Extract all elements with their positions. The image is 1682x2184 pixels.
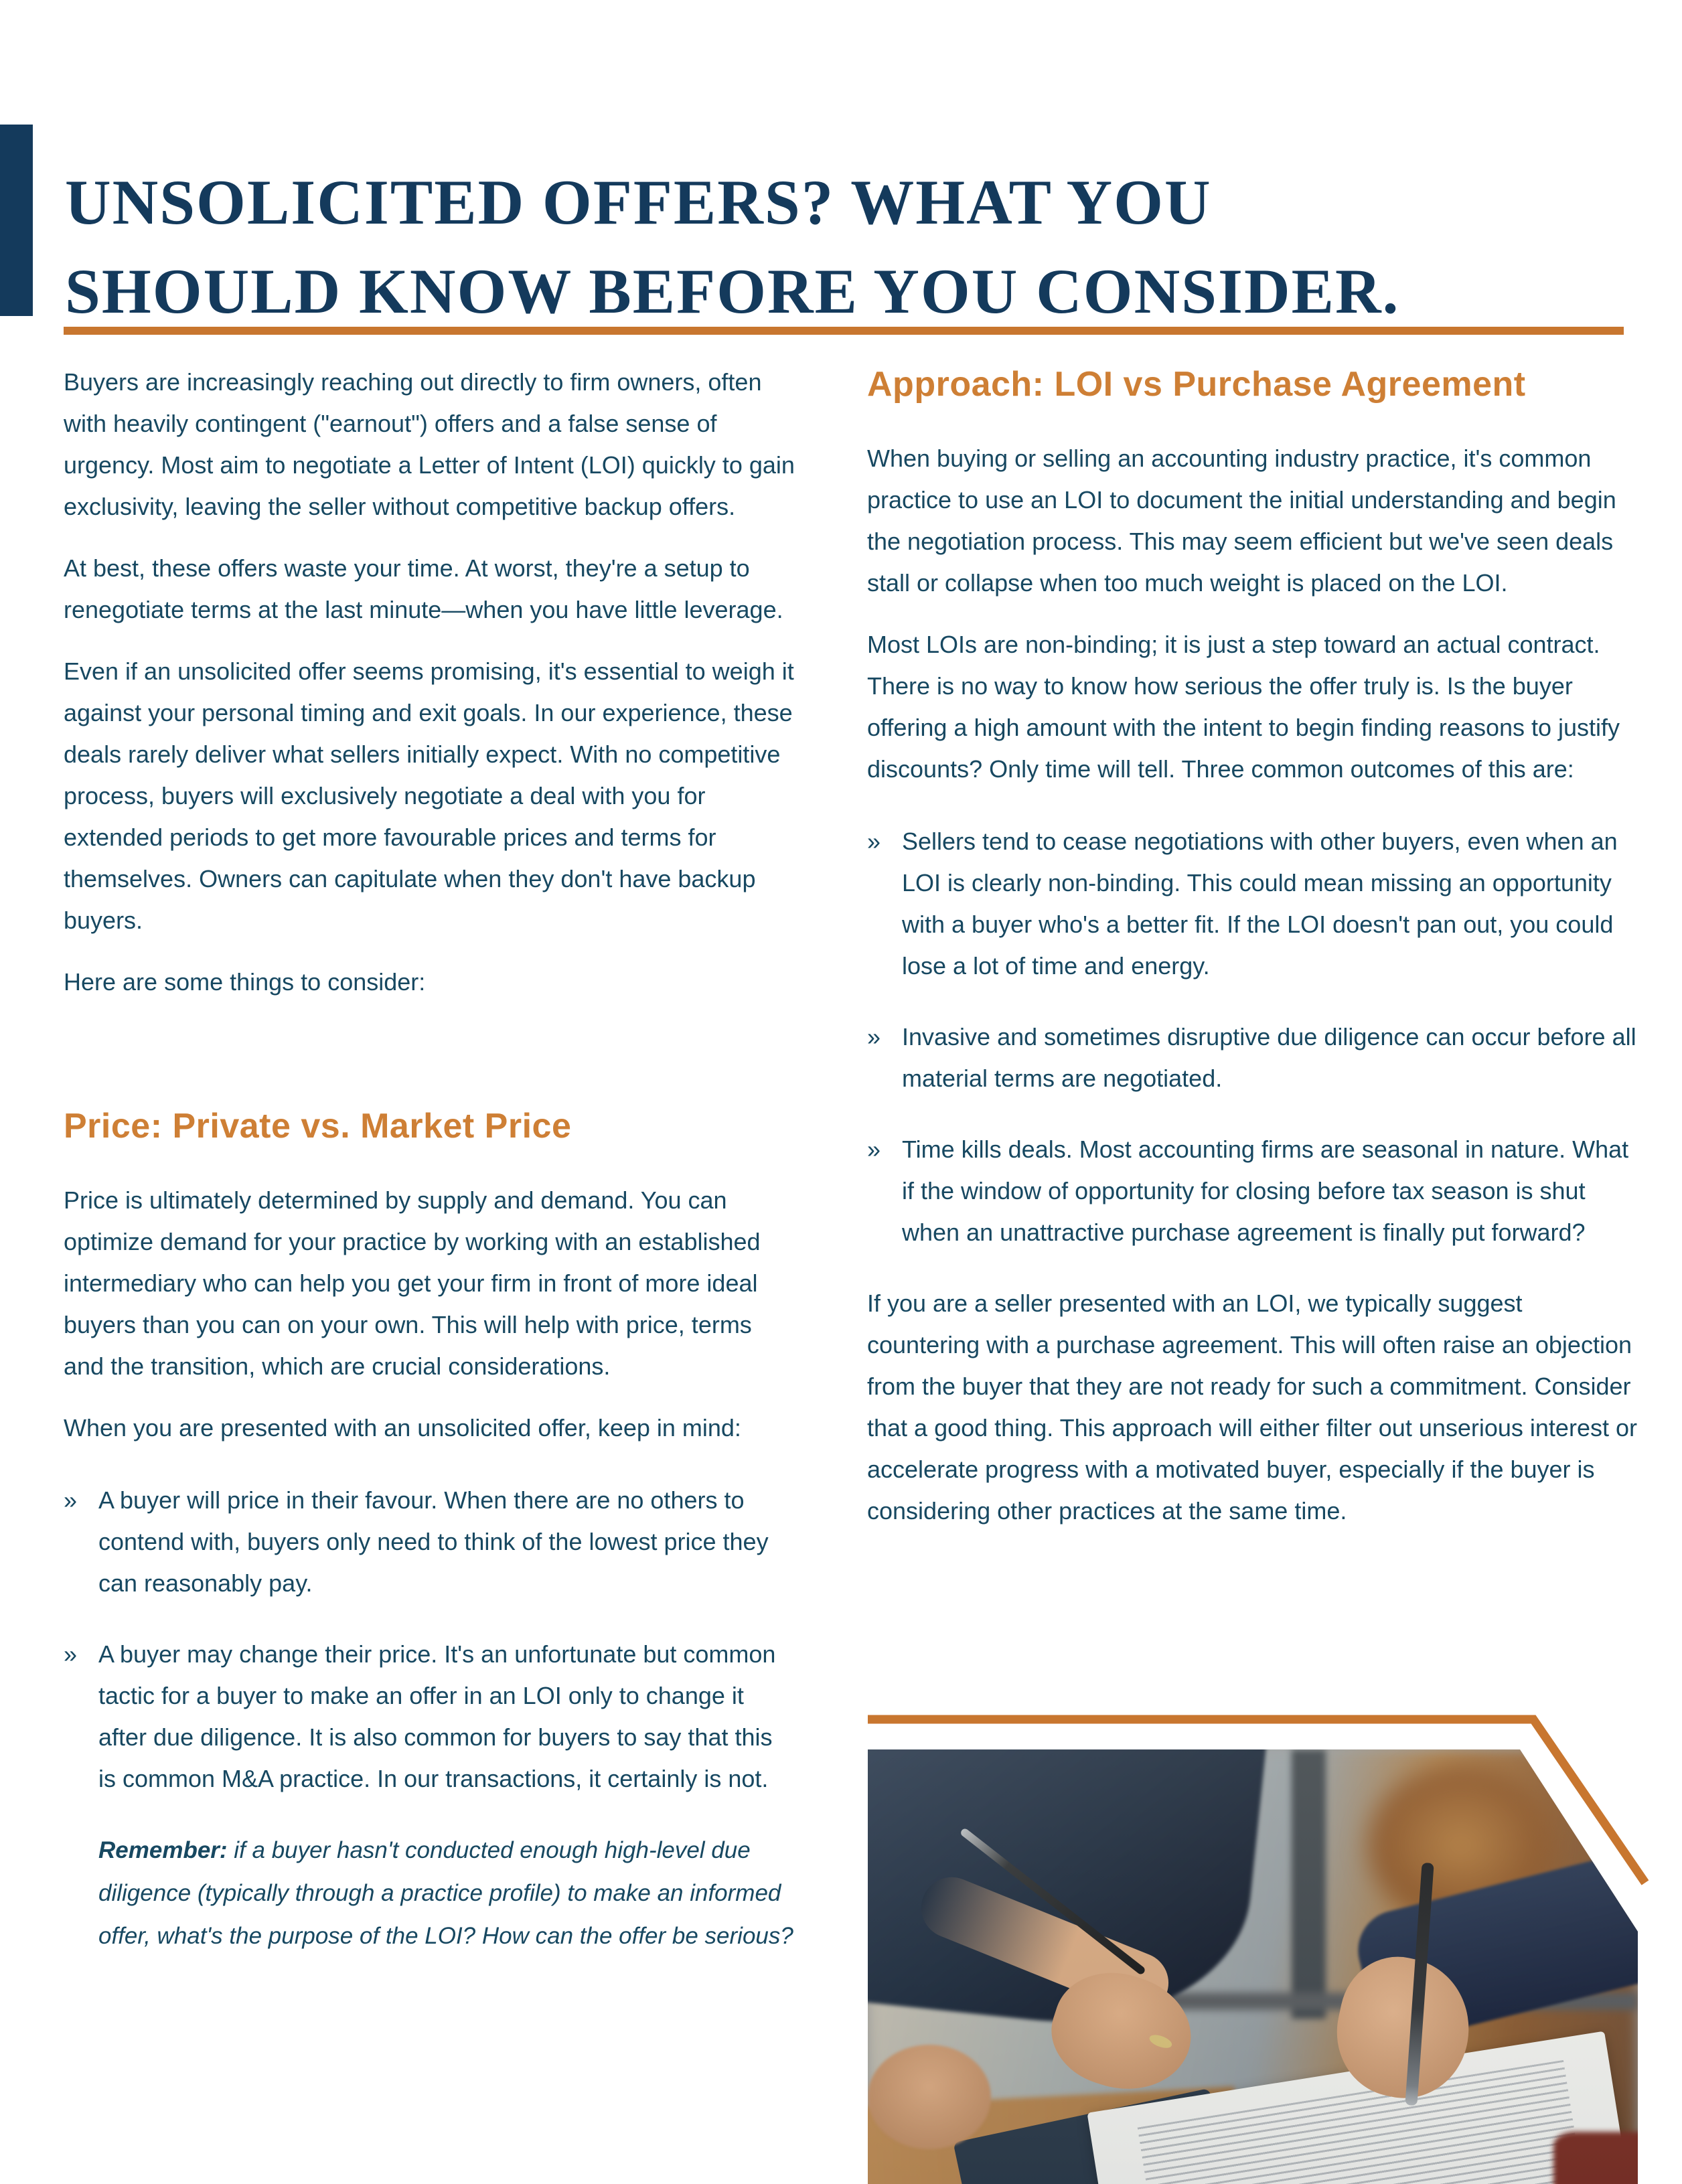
paragraph: When buying or selling an accounting industry practice, it's common practice to use an LOI to document the initial understanding and begin the negotiation process. This may seem efficient but we've seen deals stall or collapse when too much weight is placed on the LOI.: [867, 445, 1616, 597]
title-underline-rule: [64, 327, 1624, 335]
bullet-list: [64, 1480, 795, 1800]
left-column: [64, 362, 795, 1958]
paragraph: At best, these offers waste your time. At worst, they're a setup to renegotiate terms at the last minute—when you have little leverage.: [64, 554, 783, 623]
section-heading-approach: Approach: LOI vs Purchase Agreement: [867, 365, 1526, 404]
guillemet-bullet-marker: »: [867, 1136, 881, 1163]
bullet-text: A buyer may change their price. It's an unfortunate but common tactic for a buyer to make an offer in an LOI only to change it after due diligence. It is also common for buyers to say that this is common M&A practice. In our transactions, it certainly is not.: [98, 1640, 776, 1792]
guillemet-bullet-marker: »: [64, 1640, 78, 1668]
remember-note-text: if a buyer hasn't conducted enough high-level due diligence (typically through a practice profile) to make an informed offer, what's the purpose of the LOI? How can the offer be serious?: [98, 1837, 793, 1949]
paragraph: Price is ultimately determined by supply and demand. You can optimize demand for your practice by working with an established intermediary who can help you get your firm in front of more ideal buyers than you can on your own. This will help with price, terms and the transition, which are crucial considerations.: [64, 1186, 761, 1380]
paragraph: Even if an unsolicited offer seems promising, it's essential to weigh it against your personal timing and exit goals. In our experience, these deals rarely deliver what sellers initially expect. With no competitive process, buyers will exclusively negotiate a deal with you for extended periods to get more favourable prices and terms for themselves. Owners can capitulate when they don't have backup buyers.: [64, 657, 794, 934]
remember-note-label: Remember:: [98, 1837, 228, 1863]
page-title: [65, 158, 1632, 336]
contract-signing-photo: [868, 1749, 1638, 2184]
list-item: [867, 1129, 1638, 1253]
page-title-line-2: SHOULD KNOW BEFORE YOU CONSIDER.: [65, 255, 1400, 327]
bullet-list: [867, 821, 1638, 1253]
guillemet-bullet-marker: »: [867, 1023, 881, 1050]
paragraph: When you are presented with an unsolicited offer, keep in mind:: [64, 1414, 741, 1441]
paragraph: Most LOIs are non-binding; it is just a step toward an actual contract. There is no way to know how serious the offer truly is. Is the buyer offering a high amount with the intent to begin finding reasons to justify discounts? Only time will tell. Three common outcomes of this are:: [867, 631, 1620, 783]
list-item: [867, 821, 1638, 987]
right-column: [867, 362, 1638, 1552]
page-title-line-1: UNSOLICITED OFFERS? WHAT YOU: [65, 166, 1212, 238]
photo-tone-overlay: [868, 1749, 1638, 2184]
list-item: [64, 1480, 795, 1604]
guillemet-bullet-marker: »: [867, 828, 881, 855]
paragraph: Buyers are increasingly reaching out directly to firm owners, often with heavily contingent ("earnout") offers and a false sense of urgency. Most aim to negotiate a Letter of Intent (LOI) quickly to gain exclusivity, leaving the seller without competitive backup offers.: [64, 368, 795, 520]
bullet-text: Invasive and sometimes disruptive due diligence can occur before all material terms are negotiated.: [902, 1023, 1636, 1092]
paragraph: Here are some things to consider:: [64, 968, 426, 996]
bullet-text: Sellers tend to cease negotiations with other buyers, even when an LOI is clearly non-binding. This could mean missing an opportunity with a buyer who's a better fit. If the LOI doesn't pan out, you could lose a lot of time and energy.: [902, 828, 1618, 980]
list-item: [867, 1016, 1638, 1099]
paragraph: If you are a seller presented with an LOI, we typically suggest countering with a purchase agreement. This will often raise an objection from the buyer that they are not ready for such a commitment. Consider that a good thing. This approach will either filter out unserious interest or accelerate progress with a motivated buyer, especially if the buyer is considering other practices at the same time.: [867, 1290, 1637, 1525]
bullet-text: Time kills deals. Most accounting firms are seasonal in nature. What if the window of opportunity for closing before tax season is shut when an unattractive purchase agreement is finally put forward?: [902, 1136, 1629, 1246]
guillemet-bullet-marker: »: [64, 1486, 78, 1514]
list-item: [64, 1634, 795, 1800]
remember-note: [98, 1829, 795, 1958]
section-heading-price: Price: Private vs. Market Price: [64, 1107, 572, 1146]
bullet-text: A buyer will price in their favour. When there are no others to contend with, buyers only need to think of the lowest price they can reasonably pay.: [98, 1486, 769, 1597]
title-accent-block: [0, 125, 33, 316]
